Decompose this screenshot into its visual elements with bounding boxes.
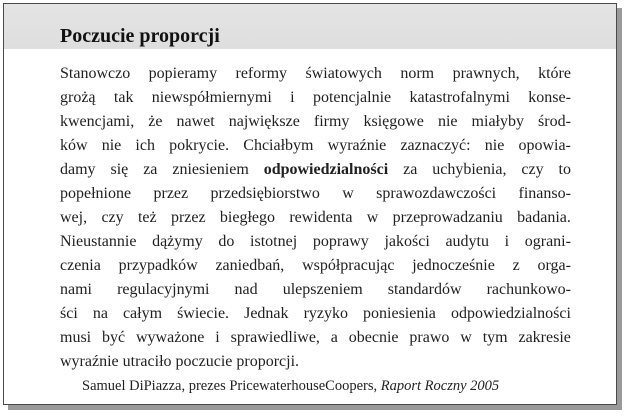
word: wyważone	[135, 329, 205, 346]
word: w	[366, 209, 379, 226]
word: kwencjami,	[60, 113, 135, 130]
text-line	[60, 86, 571, 110]
attribution	[82, 376, 499, 396]
word: ków	[60, 137, 88, 154]
word: największe	[228, 113, 300, 130]
word: wej,	[60, 209, 88, 226]
word: ich	[135, 137, 155, 154]
word: uchybienia,	[432, 161, 507, 178]
word: wyraźnie	[327, 137, 387, 154]
word: jednocześnie	[412, 257, 495, 274]
word: ulepszeniem	[282, 281, 363, 298]
word: sprawozdawczości	[376, 185, 497, 202]
text-line	[60, 110, 571, 134]
text-line	[60, 182, 571, 206]
word: niewspółmiernymi	[151, 89, 272, 106]
word: popieramy	[148, 65, 218, 82]
word: obecnie	[348, 329, 399, 346]
word: odpowiedzialności	[263, 161, 389, 178]
word: opowia-	[518, 137, 571, 154]
word: środ-	[538, 113, 571, 130]
word: w	[460, 329, 472, 346]
word: i	[290, 89, 295, 106]
text-line	[60, 230, 571, 254]
word: istotnej	[250, 233, 298, 250]
word: to	[558, 161, 571, 178]
word: jakości	[384, 233, 430, 250]
word: rewidenta	[289, 209, 353, 226]
word: z	[512, 257, 520, 274]
word: za	[143, 161, 158, 178]
word: Stanowczo	[60, 65, 131, 82]
word: finanso-	[518, 185, 571, 202]
word: katastrofalnymi	[409, 89, 510, 106]
text-line	[60, 134, 571, 158]
word: przypadków	[118, 257, 198, 274]
quote-box	[3, 3, 617, 405]
word: nad	[234, 281, 258, 298]
word: poniesienia	[363, 305, 436, 322]
word: świecie.	[177, 305, 230, 322]
word: zakresie	[518, 329, 571, 346]
word: też	[137, 209, 157, 226]
word: wyraźnie	[60, 353, 119, 370]
word: i	[504, 233, 510, 250]
word: popełnione	[60, 185, 132, 202]
word: na	[92, 305, 108, 322]
word: orga-	[537, 257, 571, 274]
word: i	[215, 329, 220, 346]
attribution-report: Raport Roczny 2005	[380, 378, 500, 394]
text-line	[60, 302, 571, 326]
word: czy	[101, 209, 124, 226]
word: światowych	[305, 65, 382, 82]
word: ograni-	[524, 233, 571, 250]
word: odpowiedzialności	[450, 305, 571, 322]
word: prawo	[409, 329, 450, 346]
word: które	[538, 65, 571, 82]
word: całym	[122, 305, 163, 322]
word: czy	[521, 161, 544, 178]
word: do	[218, 233, 235, 250]
word: prawnych,	[452, 65, 520, 82]
word: współpracując	[302, 257, 395, 274]
word: firmy	[313, 113, 350, 130]
word: rachunkowo-	[486, 281, 571, 298]
word: damy	[60, 161, 96, 178]
word: być	[102, 329, 126, 346]
word: poczucie	[175, 353, 233, 370]
quote-body	[60, 62, 571, 374]
text-line	[60, 206, 571, 230]
word: regulacyjnymi	[117, 281, 210, 298]
text-line	[60, 254, 571, 278]
word: zniesieniem	[172, 161, 249, 178]
word: w	[342, 185, 354, 202]
word: grożą	[60, 89, 96, 106]
attribution-author: Samuel DiPiazza, prezes PricewaterhouseCoopers,	[82, 378, 378, 394]
text-line	[60, 62, 571, 86]
word: księgowe	[363, 113, 424, 130]
word: przez	[170, 209, 206, 226]
word: norm	[400, 65, 435, 82]
word: przedsiębiorstwo	[210, 185, 320, 202]
word: czenia	[60, 257, 101, 274]
word: za	[403, 161, 418, 178]
word: poprawy	[312, 233, 369, 250]
word: dążymy	[152, 233, 203, 250]
word: Nieustannie	[60, 233, 137, 250]
text-line	[60, 350, 571, 374]
word: standardów	[387, 281, 462, 298]
word: a	[330, 329, 338, 346]
word: proporcji.	[236, 353, 300, 370]
word: nami	[60, 281, 92, 298]
word: reformy	[235, 65, 288, 82]
word: ryzyko	[303, 305, 348, 322]
text-line	[60, 158, 571, 182]
word: musi	[60, 329, 92, 346]
text-line	[60, 326, 571, 350]
word: konse-	[528, 89, 571, 106]
word: potencjalnie	[312, 89, 392, 106]
word: ści	[60, 305, 78, 322]
word: miałyby	[471, 113, 524, 130]
word: nawet	[176, 113, 215, 130]
word: Jednak	[244, 305, 289, 322]
word: biegłego	[219, 209, 276, 226]
word: nie	[101, 137, 122, 154]
word: się	[110, 161, 129, 178]
word: że	[148, 113, 163, 130]
text-line	[60, 278, 571, 302]
word: tak	[113, 89, 134, 106]
word: pokrycie.	[169, 137, 230, 154]
box-title: Poczucie proporcji	[60, 25, 220, 47]
word: nie	[484, 137, 505, 154]
word: przeprowadzaniu	[392, 209, 503, 226]
word: zaniedbań,	[215, 257, 285, 274]
word: nie	[437, 113, 458, 130]
word: Chciałbym	[243, 137, 314, 154]
word: tym	[482, 329, 508, 346]
word: zaznaczyć:	[400, 137, 471, 154]
word: badania.	[517, 209, 571, 226]
word: sprawiedliwe,	[230, 329, 320, 346]
word: przez	[153, 185, 189, 202]
word: audytu	[445, 233, 489, 250]
word: utraciło	[122, 353, 172, 370]
